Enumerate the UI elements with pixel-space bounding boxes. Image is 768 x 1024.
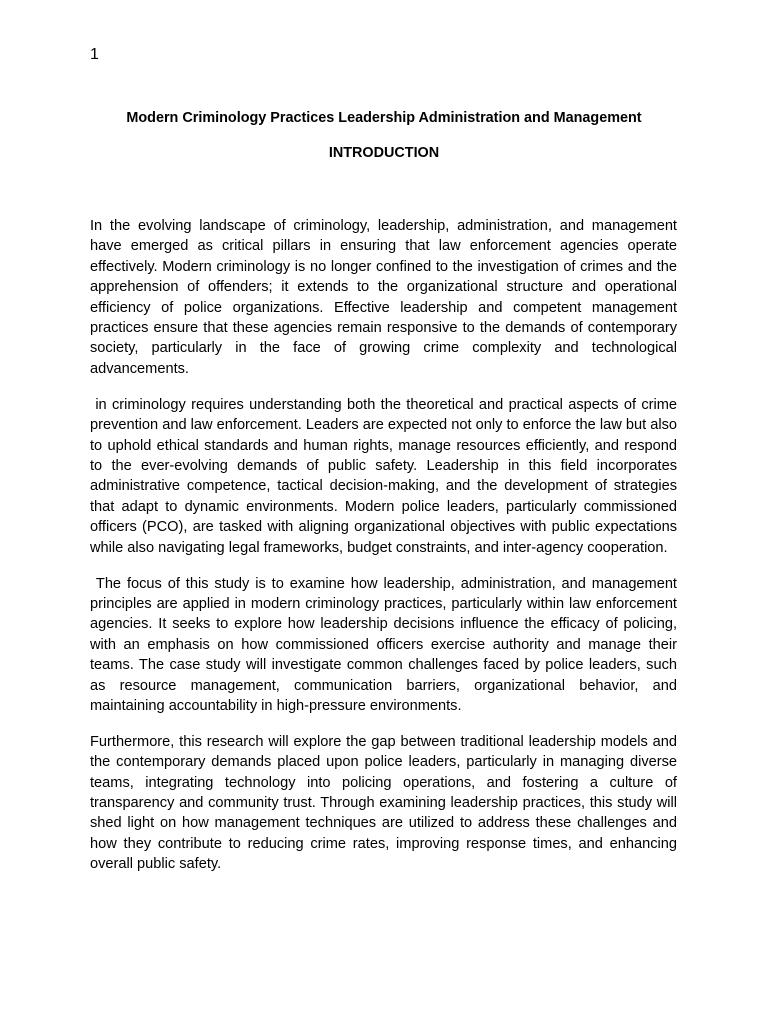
document-body xyxy=(90,216,682,890)
paragraph-2: in criminology requires understanding both the theoretical and practical aspects of crime prevention and law enforcement. Leaders are expected not only to enforce the law but also to uphold ethical standards and human rights, manage resources efficiently, and respond to the ever-evolving demands of public safety. Leadership in this field incorporates administrative competence, tactical decision-making, and the development of strategies that adapt to dynamic environments. Modern police leaders, particularly commissioned officers (PCO), are tasked with aligning organizational objectives with public expectations while also navigating legal frameworks, budget constraints, and inter-agency cooperation. xyxy=(90,396,682,556)
page-number: 1 xyxy=(90,46,99,63)
paragraph-1: In the evolving landscape of criminology, leadership, administration, and management have emerged as critical pillars in ensuring that law enforcement agencies operate effectively. Modern criminology is no longer confined to the investigation of crimes and the apprehension of offenders; it extends to the organizational structure and operational efficiency of police organizations. Effective leadership and competent management practices ensure that these agencies remain responsive to the demands of contemporary society, particularly in the face of growing crime complexity and technological advancements. xyxy=(90,218,682,377)
paragraph-3: The focus of this study is to examine how leadership, administration, and management principles are applied in modern criminology practices, particularly within law enforcement agencies. It seeks to explore how leadership decisions influence the efficacy of policing, with an emphasis on how commissioned officers exercise authority and manage their teams. The case study will investigate common challenges faced by police leaders, such as resource management, communication barriers, organizational behavior, and maintaining accountability in high-pressure environments. xyxy=(90,575,682,714)
document-title: Modern Criminology Practices Leadership Administration and Management xyxy=(126,110,642,126)
paragraph-4: Furthermore, this research will explore the gap between traditional leadership models and the contemporary demands placed upon police leaders, particularly in managing diverse teams, integrating technology into policing operations, and fostering a culture of transparency and community trust. Through examining leadership practices, this study will shed light on how management techniques are utilized to address these challenges and how they contribute to reducing crime rates, improving response times, and enhancing overall public safety. xyxy=(90,733,682,873)
section-heading: INTRODUCTION xyxy=(328,145,440,161)
